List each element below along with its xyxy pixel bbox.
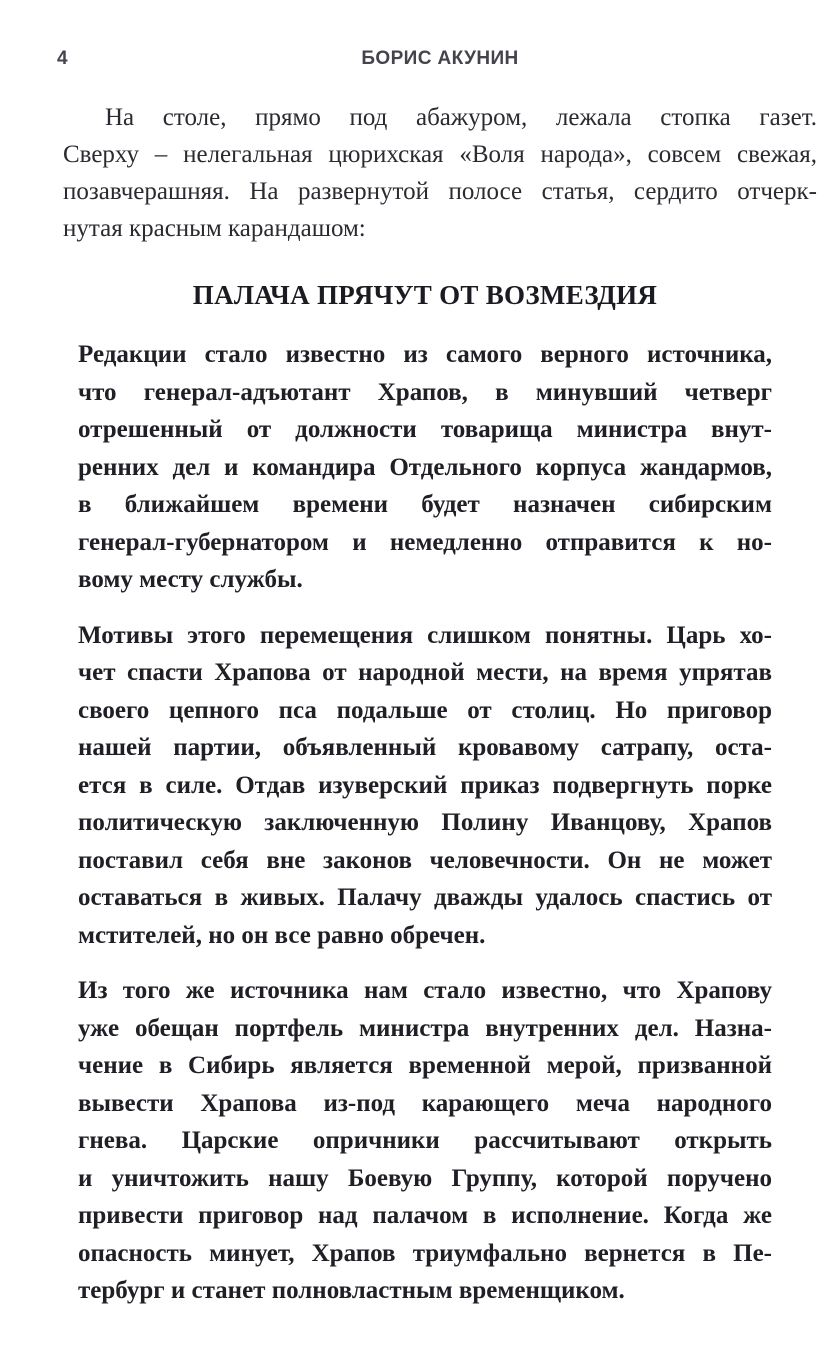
text-line: оставаться в живых. Палачу дважды удалось спастись от	[78, 884, 772, 911]
narrative-paragraph	[63, 99, 817, 247]
text-line: Мотивы этого перемещения слишком понятны. Царь хо-	[78, 621, 772, 649]
text-line: отрешенный от должности товарища министра внут-	[78, 416, 772, 443]
text-line: нашей партии, объявленный кровавому сатрапу, оста-	[78, 734, 772, 761]
text-line: уже обещан портфель министра внутренних дел. Назна-	[78, 1014, 772, 1042]
text-line: мстителей, но он все равно обречен.	[78, 921, 486, 949]
text-line: гнева. Царские опричники рассчитывают открыть	[78, 1127, 772, 1154]
text-line: своего цепного пса подальше от столиц. Но приговор	[78, 696, 772, 724]
text-line: вому месту службы.	[78, 566, 303, 593]
page-header	[57, 47, 817, 71]
text-line: Редакции стало известно из самого верного источника,	[78, 341, 772, 368]
text-line: ется в силе. Отдав изуверский приказ подвергнуть порке	[78, 771, 772, 799]
article-quote	[78, 336, 772, 1310]
text-line: генерал-губернатором и немедленно отправится к но-	[78, 528, 772, 556]
text-line: Из того же источника нам стало известно, что Храпову	[78, 977, 772, 1004]
text-line: и уничтожить нашу Боевую Группу, которой поручено	[78, 1164, 772, 1192]
article-paragraph-3	[78, 972, 772, 1310]
text-line: политическую заключенную Полину Иванцову, Храпов	[78, 809, 772, 836]
article-paragraph-1	[78, 336, 772, 599]
page-number: 4	[57, 48, 68, 69]
text-line: На столе, прямо под абажуром, лежала стопка газет.	[105, 104, 817, 131]
text-line: в ближайшем времени будет назначен сибирским	[78, 491, 772, 518]
text-line: нутая красным карандашом:	[63, 215, 366, 242]
text-line: привести приговор над палачом в исполнение. Когда же	[78, 1202, 772, 1229]
text-line: опасность минует, Храпов триумфально вернется в Пе-	[78, 1239, 772, 1267]
running-title: БОРИС АКУНИН	[361, 48, 519, 69]
text-line: позавчерашняя. На развернутой полосе статья, сердито отчерк-	[63, 178, 817, 205]
text-line: чет спасти Храпова от народной мести, на время упрятав	[78, 659, 772, 686]
article-headline: ПАЛАЧА ПРЯЧУТ ОТ ВОЗМЕЗДИЯ	[192, 280, 658, 310]
text-line: вывести Храпова из-под карающего меча народного	[78, 1089, 772, 1117]
text-line: что генерал-адъютант Храпов, в минувший четверг	[78, 378, 772, 406]
text-line: Сверху – нелегальная цюрихская «Воля народа», совсем свежая,	[63, 141, 817, 168]
text-line: тербург и станет полновластным временщиком.	[78, 1277, 625, 1304]
text-line: ренних дел и командира Отдельного корпуса жандармов,	[78, 453, 772, 481]
text-line: чение в Сибирь является временной мерой, призванной	[78, 1052, 772, 1079]
article-paragraph-2	[78, 617, 772, 955]
page-content	[63, 99, 817, 1310]
text-line: поставил себя вне законов человечности. Он не может	[78, 846, 772, 874]
